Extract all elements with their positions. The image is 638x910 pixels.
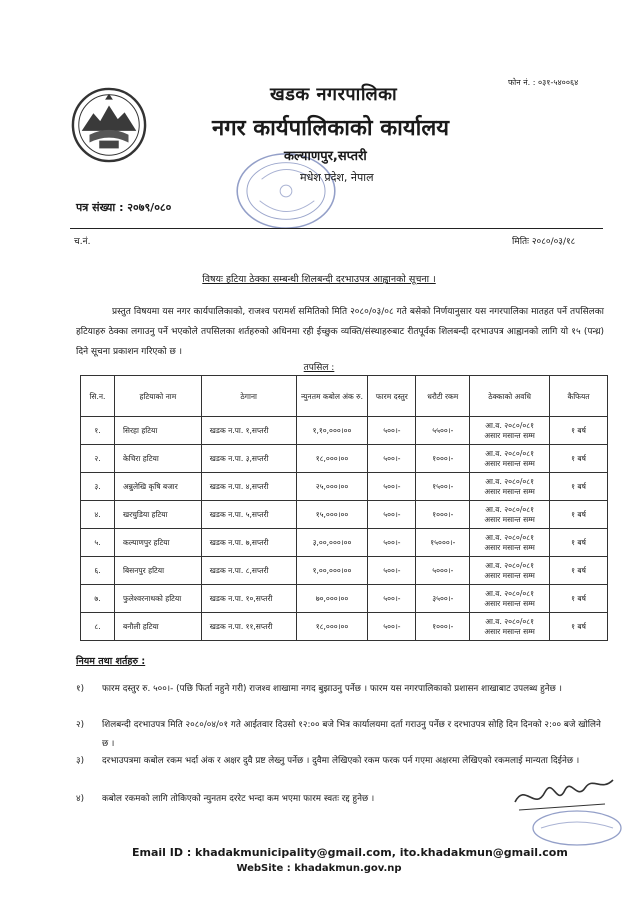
form-fee-cell: ५००।- bbox=[368, 557, 416, 585]
period-line: आ.व. २०८०/०८१ bbox=[485, 476, 535, 486]
sn-cell: २. bbox=[81, 445, 115, 473]
province-name: मधेश प्रदेश, नेपाल bbox=[300, 171, 374, 184]
min-bid-cell: १८,०००।०० bbox=[296, 613, 368, 641]
table-row bbox=[81, 501, 608, 529]
tender-table bbox=[80, 375, 608, 641]
address-cell: खडक न.पा. ४,सप्तरी bbox=[201, 473, 296, 501]
name-cell: कल्याणपुर हटिया bbox=[114, 529, 201, 557]
sn-cell: ३. bbox=[81, 473, 115, 501]
deposit-cell: ५५००।- bbox=[416, 417, 470, 445]
header-cell: धरौटी रकम bbox=[416, 376, 470, 417]
remarks-cell: १ बर्ष bbox=[550, 445, 608, 473]
header-cell: फारम दस्तुर bbox=[368, 376, 416, 417]
dispatch-number: च.नं. bbox=[74, 237, 91, 247]
notice-subject: विषयः हटिया ठेक्का सम्बन्धी शिलबन्दी दरभाउपत्र आह्वानको सूचना । bbox=[202, 274, 436, 285]
sn-cell: ८. bbox=[81, 613, 115, 641]
header-cell: न्युनतम कबोल अंक रु. bbox=[296, 376, 368, 417]
period-cell bbox=[470, 501, 550, 529]
min-bid-cell: ७०,०००।०० bbox=[296, 585, 368, 613]
period-cell bbox=[470, 473, 550, 501]
period-cell bbox=[470, 613, 550, 641]
sn-cell: ५. bbox=[81, 529, 115, 557]
address-cell: खडक न.पा. ७,सप्तरी bbox=[201, 529, 296, 557]
form-fee-cell: ५००।- bbox=[368, 613, 416, 641]
min-bid-cell: १,००,०००।०० bbox=[296, 557, 368, 585]
term-number: ४) bbox=[76, 794, 85, 804]
form-fee-cell: ५००।- bbox=[368, 585, 416, 613]
table-row bbox=[81, 473, 608, 501]
term-number: १) bbox=[76, 684, 85, 694]
phone-number: फोन नं. : ०३१-५४००६४ bbox=[508, 78, 579, 87]
term-text: दरभाउपत्रमा कबोल रकम भर्दा अंक र अक्षर दुवै प्रष्ट लेख्नु पर्नेछ । दुवैमा लेखिएको रकम फरक पर्न गएमा अक्षरमा लेखिएको रकमलाई मान्यता दिईनेछ । bbox=[102, 756, 580, 766]
address-cell: खडक न.पा. ३,सप्तरी bbox=[201, 445, 296, 473]
remarks-cell: १ बर्ष bbox=[550, 529, 608, 557]
sn-cell: ७. bbox=[81, 585, 115, 613]
deposit-cell: ५०००।- bbox=[416, 557, 470, 585]
table-row bbox=[81, 417, 608, 445]
period-line: असार मसान्त सम्म bbox=[484, 486, 535, 496]
table-caption: तपसिल : bbox=[303, 363, 335, 373]
sn-cell: ६. bbox=[81, 557, 115, 585]
term-text: फारम दस्तुर रु. ५००।- (पछि फिर्ता नहुने गरी) राजश्व शाखामा नगद बुझाउनु पर्नेछ । फारम यस नगरपालिकाको प्रशासन शाखाबाट उपलब्ध हुनेछ । bbox=[102, 684, 562, 694]
name-cell: बनौली हटिया bbox=[114, 613, 201, 641]
form-fee-cell: ५००।- bbox=[368, 473, 416, 501]
signature-icon bbox=[505, 762, 625, 852]
min-bid-cell: २५,०००।०० bbox=[296, 473, 368, 501]
period-line: आ.व. २०८०/०८१ bbox=[485, 560, 535, 570]
period-cell bbox=[470, 417, 550, 445]
deposit-cell: ३५००।- bbox=[416, 585, 470, 613]
address-cell: खडक न.पा. ५,सप्तरी bbox=[201, 501, 296, 529]
deposit-cell: १०००।- bbox=[416, 445, 470, 473]
term-text: शिलबन्दी दरभाउपत्र मिति २०८०/०४/०१ गते आईतवार दिउसो १२:०० बजे भित्र कार्यालयमा दर्ता गराउनु पर्नेछ र दरभाउपत्र सोहि दिन दिनको २:०० बजे खोलिने छ । bbox=[102, 720, 601, 749]
period-line: असार मसान्त सम्म bbox=[484, 542, 535, 552]
table-row bbox=[81, 529, 608, 557]
term-number: ३) bbox=[76, 756, 85, 766]
form-fee-cell: ५००।- bbox=[368, 501, 416, 529]
form-fee-cell: ५००।- bbox=[368, 445, 416, 473]
term-text: कबोल रकमको लागि तोकिएको न्युनतम दररेट भन्दा कम भएमा फारम स्वतः रद्द हुनेछ । bbox=[102, 794, 375, 804]
period-line: आ.व. २०८०/०८१ bbox=[485, 504, 535, 514]
sn-cell: ४. bbox=[81, 501, 115, 529]
min-bid-cell: १५,०००।०० bbox=[296, 501, 368, 529]
table-row bbox=[81, 613, 608, 641]
office-name: नगर कार्यपालिकाको कार्यालय bbox=[212, 116, 449, 141]
address-cell: खडक न.पा. १०,सप्तरी bbox=[201, 585, 296, 613]
period-line: असार मसान्त सम्म bbox=[484, 514, 535, 524]
period-line: असार मसान्त सम्म bbox=[484, 430, 535, 440]
terms-heading: नियम तथा शर्तहरु : bbox=[76, 656, 146, 667]
name-cell: अन्नुलेखि कृषि बजार bbox=[114, 473, 201, 501]
table-row bbox=[81, 557, 608, 585]
address-cell: खडक न.पा. ८,सप्तरी bbox=[201, 557, 296, 585]
period-line: आ.व. २०८०/०८१ bbox=[485, 616, 535, 626]
period-line: असार मसान्त सम्म bbox=[484, 598, 535, 608]
period-line: आ.व. २०८०/०८१ bbox=[485, 420, 535, 430]
table-header-row bbox=[81, 376, 608, 417]
period-line: असार मसान्त सम्म bbox=[484, 458, 535, 468]
term-item bbox=[76, 680, 601, 699]
period-line: असार मसान्त सम्म bbox=[484, 626, 535, 636]
header-cell: ठेगाना bbox=[201, 376, 296, 417]
period-line: असार मसान्त सम्म bbox=[484, 570, 535, 580]
reference-number: पत्र संख्या : २०७९/०८० bbox=[76, 201, 172, 214]
address-cell: खडक न.पा. १,सप्तरी bbox=[201, 417, 296, 445]
table-row bbox=[81, 585, 608, 613]
header-divider bbox=[70, 228, 603, 229]
deposit-cell: १५०००।- bbox=[416, 529, 470, 557]
form-fee-cell: ५००।- bbox=[368, 417, 416, 445]
header-cell: सि.न. bbox=[81, 376, 115, 417]
address-cell: खडक न.पा. ११,सप्तरी bbox=[201, 613, 296, 641]
min-bid-cell: ३,००,०००।०० bbox=[296, 529, 368, 557]
period-line: आ.व. २०८०/०८१ bbox=[485, 448, 535, 458]
deposit-cell: १५००।- bbox=[416, 473, 470, 501]
form-fee-cell: ५००।- bbox=[368, 529, 416, 557]
remarks-cell: १ बर्ष bbox=[550, 417, 608, 445]
footer-email: Email ID : khadakmunicipality@gmail.com, ito.khadakmun@gmail.com bbox=[132, 846, 568, 859]
header-cell: हटियाको नाम bbox=[114, 376, 201, 417]
remarks-cell: १ बर्ष bbox=[550, 473, 608, 501]
period-line: आ.व. २०८०/०८१ bbox=[485, 532, 535, 542]
sn-cell: १. bbox=[81, 417, 115, 445]
header-cell: ठेक्काको अवधि bbox=[470, 376, 550, 417]
nepal-emblem-icon bbox=[70, 86, 148, 164]
name-cell: फुलेश्वरनाथको हटिया bbox=[114, 585, 201, 613]
office-location: कल्याणपुर,सप्तरी bbox=[284, 149, 367, 164]
letter-date: मितिः २०८०/०३/१८ bbox=[512, 237, 576, 247]
remarks-cell: १ बर्ष bbox=[550, 557, 608, 585]
min-bid-cell: १,१०,०००।०० bbox=[296, 417, 368, 445]
min-bid-cell: १८,०००।०० bbox=[296, 445, 368, 473]
footer-website: WebSite : khadakmun.gov.np bbox=[236, 863, 402, 874]
deposit-cell: १०००।- bbox=[416, 501, 470, 529]
municipality-name: खडक नगरपालिका bbox=[270, 84, 398, 105]
header-cell: कैफियत bbox=[550, 376, 608, 417]
period-cell bbox=[470, 445, 550, 473]
remarks-cell: १ बर्ष bbox=[550, 613, 608, 641]
name-cell: खरचुडिया हटिया bbox=[114, 501, 201, 529]
term-number: २) bbox=[76, 720, 85, 730]
remarks-cell: १ बर्ष bbox=[550, 585, 608, 613]
period-cell bbox=[470, 585, 550, 613]
notice-body: प्रस्तुत विषयमा यस नगर कार्यपालिकाको, राजश्व परामर्श समितिको मिति २०८०/०३/०८ गते बसेको निर्णयानुसार यस नगरपालिका मातहत पर्ने तपसिलका हटियाहरु ठेक्का लगाउनु पर्ने भएकोले तपसिलका शर्तहरुको अधिनमा रही ईच्छुक व्यक्ति/संस्थाहरुबाट रीतपूर्वक शिलबन्दी दरभाउपत्र आह्वानको लागि यो १५ (पन्ध्र) दिने सूचना प्रकाशन गरिएको छ । bbox=[76, 307, 604, 357]
remarks-cell: १ बर्ष bbox=[550, 501, 608, 529]
period-cell bbox=[470, 529, 550, 557]
name-cell: बिसनपुर हटिया bbox=[114, 557, 201, 585]
table-row bbox=[81, 445, 608, 473]
term-item bbox=[76, 716, 601, 754]
period-cell bbox=[470, 557, 550, 585]
period-line: आ.व. २०८०/०८१ bbox=[485, 588, 535, 598]
name-cell: सिरहा हटिया bbox=[114, 417, 201, 445]
name-cell: केचिरा हटिया bbox=[114, 445, 201, 473]
deposit-cell: १०००।- bbox=[416, 613, 470, 641]
